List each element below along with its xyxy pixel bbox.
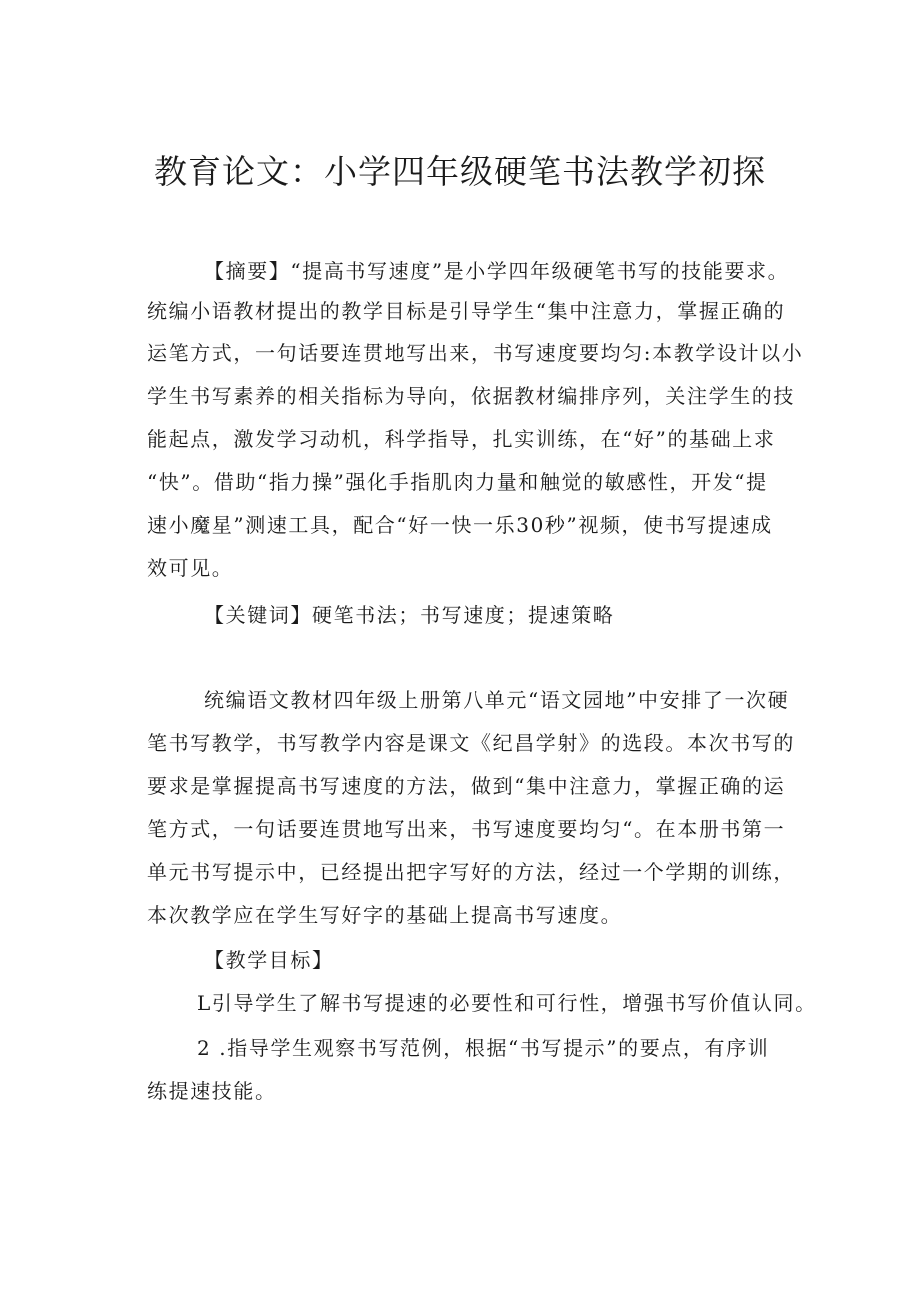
abstract-line: 统编小语教材提出的教学目标是引导学生“集中注意力，掌握正确的 (147, 299, 786, 323)
abstract-line: 【摘要】“提高书写速度”是小学四年级硬笔书写的技能要求。 (204, 259, 790, 283)
body-line: 笔书写教学，书写教学内容是课文《纪昌学射》的选段。本次书写的 (147, 731, 795, 755)
objective-line: 2 .指导学生观察书写范例，根据“书写提示”的要点，有序训 (197, 1036, 770, 1060)
abstract-line: 能起点，激发学习动机，科学指导，扎实训练，在“好”的基础上求 (147, 427, 776, 451)
document-title: 教育论文：小学四年级硬笔书法教学初探 (154, 152, 766, 191)
body-line: 统编语文教材四年级上册第八单元“语文园地”中安排了一次硬 (204, 688, 790, 712)
keywords-line: 【关键词】硬笔书法；书写速度；提速策略 (204, 603, 615, 627)
objective-line: L引导学生了解书写提速的必要性和可行性，增强书写价值认同。 (197, 991, 817, 1015)
abstract-line: “快”。借助“指力操”强化手指肌肉力量和触觉的敏感性，开发“提 (147, 470, 768, 494)
abstract-line: 学生书写素养的相关指标为导向，依据教材编排序列，关注学生的技 (147, 384, 795, 408)
abstract-line: 速小魔星”测速工具，配合“好一快一乐30秒”视频，使书写提速成 (147, 513, 773, 537)
body-line: 要求是掌握提高书写速度的方法，做到“集中注意力，掌握正确的运 (147, 774, 786, 798)
objective-line: 练提速技能。 (147, 1079, 277, 1103)
body-line: 笔方式，一句话要连贯地写出来，书写速度要均匀“。在本册书第一 (147, 817, 786, 841)
abstract-line: 运笔方式，一句话要连贯地写出来，书写速度要均匀:本教学设计以小 (147, 341, 804, 365)
body-line: 本次教学应在学生写好字的基础上提高书写速度。 (147, 903, 623, 927)
abstract-line: 效可见。 (147, 556, 234, 580)
body-line: 单元书写提示中，已经提出把字写好的方法，经过一个学期的训练， (147, 860, 795, 884)
objectives-heading: 【教学目标】 (204, 948, 334, 972)
